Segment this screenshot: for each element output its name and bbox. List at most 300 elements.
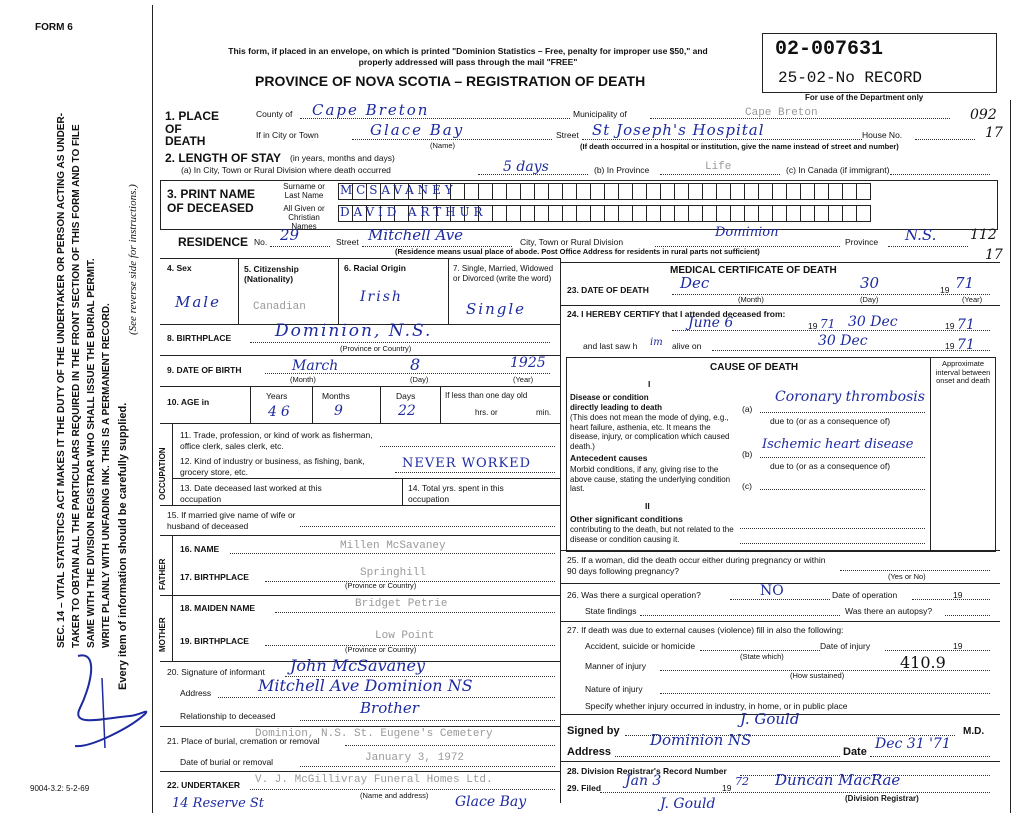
- letter-cell: [674, 183, 688, 200]
- occ-14-label: 14. Total yrs. spent in this occupation: [408, 483, 504, 505]
- rule-after-occupation: [160, 505, 560, 506]
- burial-date-value: January 3, 1972: [365, 752, 465, 764]
- residence-label: RESIDENCE: [178, 235, 249, 249]
- specify-label: Specify whether injury occurred in industry, in home, or in public place: [585, 701, 848, 711]
- letter-cell: [506, 205, 520, 222]
- letter-cell: [786, 183, 800, 200]
- letter-cell: [590, 183, 604, 200]
- rule-occ-13: [172, 478, 560, 479]
- registrar-gould: J. Gould: [660, 796, 716, 812]
- side-text-3: SAME WITH THE DIVISION REGISTRAR WHO SHALL ISSUE THE BURIAL PERMIT.: [86, 258, 97, 648]
- dept-use-label: For use of the Department only: [805, 93, 924, 102]
- street-line: [582, 139, 862, 140]
- relationship-label: Relationship to deceased: [180, 711, 276, 721]
- letter-cell: [562, 205, 576, 222]
- signed-date-label: Date: [843, 746, 867, 758]
- cause-a-line: [760, 412, 925, 413]
- record-stamp: 25-02-No RECORD: [778, 69, 923, 87]
- rule-after-informant: [160, 726, 560, 727]
- informant-signature: John McSavaney: [290, 656, 425, 675]
- length-of-stay-label: 2. LENGTH OF STAY: [165, 151, 282, 165]
- mother-name-line: [275, 612, 555, 613]
- letter-cell: [646, 205, 660, 222]
- father-prov-note: (Province or Country): [345, 581, 417, 590]
- letter-cell: [758, 205, 772, 222]
- burial-date-label: Date of burial or removal: [180, 757, 274, 767]
- citizenship-value: Canadian: [253, 301, 306, 313]
- rule-occupation-side: [172, 423, 173, 505]
- letter-cell: [772, 205, 786, 222]
- letter-cell: [702, 183, 716, 200]
- marital-label: 7. Single, Married, Widowed or Divorced (write the word): [453, 264, 554, 283]
- mother-name-value: Bridget Petrie: [355, 598, 448, 610]
- rule-sex-divider: [238, 258, 239, 324]
- residence-province-value: N.S.: [905, 226, 937, 244]
- stay-c-label: (c) In Canada (if immigrant): [786, 165, 890, 175]
- letter-cell: [660, 205, 674, 222]
- municipality-label: Municipality of: [573, 109, 627, 119]
- letter-cell: [548, 183, 562, 200]
- letter-cell: [534, 205, 548, 222]
- rule-after-father: [160, 595, 560, 596]
- disease-note: (This does not mean the mode of dying, e.g., heart failure, asthenia, etc. It means the disease, injury, or complication which caused death.): [570, 413, 730, 451]
- letter-cell: [618, 205, 632, 222]
- dept-code-2: 17: [985, 125, 1003, 141]
- letter-cell: [604, 183, 618, 200]
- mother-side-label: MOTHER: [158, 617, 167, 652]
- signed-date-value: Dec 31 '71: [875, 736, 951, 752]
- letter-cell: [758, 183, 772, 200]
- letter-cell: [660, 183, 674, 200]
- letter-cell: [842, 183, 856, 200]
- given-names-value: DAVID ARTHUR: [340, 205, 487, 219]
- father-birthplace-value: Springhill: [360, 567, 427, 579]
- pregnancy-label: 25. If a woman, did the death occur either during pregnancy or within 90 days following pregnancy?: [567, 555, 826, 577]
- father-side-label: FATHER: [158, 558, 167, 590]
- stay-c-line: [890, 174, 990, 175]
- mother-birthplace-value: Low Point: [375, 630, 435, 642]
- cause-a-value: Coronary thrombosis: [775, 389, 925, 405]
- occ-12-label: 12. Kind of industry or business, as fishing, bank, grocery store, etc.: [180, 456, 365, 478]
- state-findings-label: State findings: [585, 606, 637, 616]
- letter-cell: [842, 205, 856, 222]
- letter-cell: [772, 183, 786, 200]
- mother-prov-note: (Province or Country): [345, 645, 417, 654]
- birthplace-label: 8. BIRTHPLACE: [167, 333, 232, 343]
- dept-code-1: 092: [970, 107, 997, 123]
- date-op-line: [912, 599, 990, 600]
- date-of-death-label: 23. DATE OF DEATH: [567, 285, 649, 295]
- letter-cell: [548, 205, 562, 222]
- letter-cell: [590, 205, 604, 222]
- rule-after-23: [560, 305, 1000, 306]
- date-op-prefix: 19: [953, 590, 963, 600]
- certify-to-value: 30 Dec: [848, 314, 898, 330]
- stay-a-value: 5 days: [503, 159, 549, 175]
- rule-age-d: [440, 386, 441, 423]
- age-months-label: Months: [322, 391, 350, 401]
- side-text-5: Every item of information should be carefully supplied.: [117, 402, 129, 690]
- dob-day-label: (Day): [410, 375, 429, 384]
- manner-label: Manner of injury: [585, 661, 646, 671]
- age-hrs-label: hrs. or: [475, 408, 498, 417]
- date-injury-prefix: 19: [953, 641, 963, 651]
- letter-cell: [702, 205, 716, 222]
- reg-number: 02-007631: [775, 38, 884, 61]
- letter-cell: [800, 205, 814, 222]
- filed-date-value: Jan 3: [625, 773, 662, 789]
- cause-b-value: Ischemic heart disease: [762, 437, 914, 452]
- relationship-value: Brother: [360, 699, 419, 717]
- letter-cell: [828, 205, 842, 222]
- rule-cause-interval: [930, 357, 931, 550]
- undertaker-label: 22. UNDERTAKER: [167, 780, 241, 790]
- age-years-value: 46: [268, 404, 294, 420]
- length-of-stay-note: (in years, months and days): [290, 153, 395, 163]
- form-number: FORM 6: [35, 22, 73, 33]
- residence-no-value: 29: [280, 226, 300, 244]
- side-text-2: TAKER TO OBTAIN ALL THE PARTICULARS REQUIRED IN THE FRONT SECTION OF THIS FORM AND TO FILE: [71, 124, 82, 648]
- signed-address-line: [615, 756, 840, 757]
- last-saw-label: and last saw h: [583, 341, 638, 351]
- side-text-4: WRITE PLAINLY WITH UNFADING INK. THIS IS A PERMANENT RECORD.: [101, 303, 112, 648]
- outer-frame-right: [1010, 100, 1011, 813]
- section-ii-label: II: [645, 501, 650, 511]
- father-name-label: 16. NAME: [180, 544, 220, 554]
- undertaker-line: [250, 789, 555, 790]
- letter-cell: [744, 183, 758, 200]
- letter-cell: [730, 183, 744, 200]
- certify-to-prefix: 19: [945, 321, 955, 331]
- death-year-value: 71: [955, 274, 975, 292]
- pregnancy-yes-no: (Yes or No): [888, 572, 926, 581]
- md-label: M.D.: [963, 726, 985, 737]
- rule-before-27: [560, 621, 1000, 622]
- dob-label: 9. DATE OF BIRTH: [167, 365, 242, 375]
- name-of-deceased-label: 3. PRINT NAME OF DECEASED: [167, 187, 256, 215]
- other-conditions-label: Other significant conditions: [570, 514, 683, 524]
- place-of-death-label: 1. PLACE OF DEATH: [165, 109, 220, 149]
- occ-13-label: 13. Date deceased last worked at this occupation: [180, 483, 322, 505]
- last-saw-value: 30 Dec: [818, 333, 868, 349]
- occ-11-line: [380, 446, 555, 447]
- cause-c-label: (c): [742, 481, 752, 491]
- letter-cell: [604, 205, 618, 222]
- letter-cell: [674, 205, 688, 222]
- informant-address-line: [218, 697, 555, 698]
- autopsy-label: Was there an autopsy?: [845, 606, 933, 616]
- surgery-value: NO: [760, 583, 784, 599]
- residence-street-label: Street: [336, 237, 359, 247]
- residence-province-line: [888, 246, 968, 247]
- letter-cell: [716, 183, 730, 200]
- footer-code: 9004-3.2: 5-2-69: [30, 784, 90, 793]
- letter-cell: [506, 183, 520, 200]
- street-label: Street: [556, 130, 579, 140]
- letter-cell: [800, 183, 814, 200]
- birthplace-line: [250, 342, 550, 343]
- death-month-label: (Month): [738, 295, 764, 304]
- filed-year-prefix: 19: [722, 783, 732, 793]
- dob-month-label: (Month): [290, 375, 316, 384]
- filed-label: 29. Filed: [567, 783, 602, 793]
- stay-b-line: [660, 174, 780, 175]
- accident-label: Accident, suicide or homicide: [585, 641, 696, 651]
- city-label: If in City or Town: [256, 130, 319, 140]
- city-value: Glace Bay: [370, 121, 465, 139]
- hospital-note: (If death occurred in a hospital or institution, give the name instead of street and number): [580, 142, 899, 151]
- certify-from-value: June 6: [688, 315, 734, 331]
- dept-code-3: 112: [970, 227, 997, 243]
- father-name-value: Millen McSavaney: [340, 540, 446, 552]
- letter-cell: [464, 183, 478, 200]
- signed-date-line: [870, 756, 990, 757]
- autopsy-line: [945, 615, 990, 616]
- rule-after-birthplace: [160, 355, 560, 356]
- death-day-value: 30: [860, 274, 880, 292]
- letter-cell: [786, 205, 800, 222]
- date-injury-line: [885, 650, 990, 651]
- county-value: Cape Breton: [312, 101, 430, 119]
- stay-b-label: (b) In Province: [594, 165, 650, 175]
- residence-no-label: No.: [254, 237, 268, 247]
- dept-code-4: 17: [985, 247, 1003, 263]
- signed-label: Signed by: [567, 725, 620, 737]
- dob-year-value: 1925: [510, 355, 546, 371]
- signed-address-label: Address: [567, 746, 612, 758]
- other-conditions-note: contributing to the death, but not related to the disease or condition causing it.: [570, 525, 734, 544]
- birthplace-note: (Province or Country): [340, 344, 412, 353]
- informant-address-label: Address: [180, 688, 212, 698]
- letter-cell: [492, 183, 506, 200]
- given-names-label: All Given or Christian Names: [283, 204, 325, 231]
- racial-label: 6. Racial Origin: [344, 263, 406, 273]
- state-findings-line: [640, 615, 840, 616]
- cause-c-line: [760, 489, 925, 490]
- age-months-value: 9: [334, 403, 343, 419]
- letter-cell: [478, 183, 492, 200]
- father-birthplace-label: 17. BIRTHPLACE: [180, 572, 249, 582]
- certify-from-prefix: 19: [808, 321, 818, 331]
- letter-cell: [646, 183, 660, 200]
- age-days-value: 22: [398, 403, 416, 419]
- municipality-value: Cape Breton: [745, 107, 818, 119]
- signed-value: J. Gould: [740, 710, 800, 728]
- surname-label: Surname or Last Name: [283, 182, 325, 200]
- birthplace-value: Dominion, N.S.: [275, 321, 433, 341]
- occ-12-line: [395, 472, 555, 473]
- rule-occ-14: [402, 478, 403, 505]
- filed-year-value: 72: [735, 775, 749, 788]
- registrar-signature: Duncan MacRae: [775, 771, 901, 789]
- rule-before-25: [560, 550, 1000, 551]
- age-days-label: Days: [396, 391, 416, 401]
- filed-line: [600, 792, 990, 793]
- dob-year-label: (Year): [513, 375, 534, 384]
- rule-before-28: [560, 761, 1000, 762]
- date-injury-label: Date of injury: [820, 641, 871, 651]
- citizenship-label: 5. Citizenship (Nationality): [244, 264, 299, 285]
- letter-cell: [520, 183, 534, 200]
- rule-personal-top: [160, 258, 560, 259]
- death-month-value: Dec: [680, 274, 710, 292]
- county-label: County of: [256, 109, 293, 119]
- section-i-label: I: [648, 379, 651, 389]
- stay-a-label: (a) In City, Town or Rural Division where death occurred: [181, 165, 391, 175]
- certify-from-year: 71: [820, 317, 836, 331]
- letter-cell: [688, 205, 702, 222]
- last-saw-year: 71: [957, 337, 975, 353]
- rule-after-age: [160, 423, 560, 424]
- form-title: PROVINCE OF NOVA SCOTIA – REGISTRATION OF DEATH: [255, 73, 646, 89]
- antecedent-note: Morbid conditions, if any, giving rise to the above cause, stating the underlying condition last.: [570, 465, 731, 494]
- surgery-line: [730, 599, 830, 600]
- street-value: St Joseph's Hospital: [592, 121, 765, 139]
- certify-label: 24. I HEREBY CERTIFY that I attended deceased from:: [567, 309, 786, 319]
- side-text-1: SEC. 14 – VITAL STATISTICS ACT MAKES IT THE DUTY OF THE UNDERTAKER OR PERSON ACTING AS UNDER-: [56, 112, 67, 648]
- letter-cell: [576, 205, 590, 222]
- letter-cell: [562, 183, 576, 200]
- external-causes-label: 27. If death was due to external causes (violence) fill in also the following:: [567, 625, 844, 635]
- surname-value: MCSAVANEY: [340, 183, 457, 197]
- letter-cell: [632, 183, 646, 200]
- informant-label: 20. Signature of informant: [167, 667, 265, 677]
- other-line-1: [740, 528, 925, 529]
- undertaker-address-2: Glace Bay: [455, 794, 527, 810]
- age-min-label: min.: [536, 408, 552, 417]
- rule-medical-top: [560, 262, 1000, 263]
- racial-value: Irish: [360, 289, 403, 305]
- letter-cell: [492, 205, 506, 222]
- residence-province-label: Province: [845, 237, 879, 247]
- record-number-label: 28. Division Registrar's Record Number: [567, 766, 727, 776]
- cause-a-label: (a): [742, 404, 753, 414]
- burial-place-line: [345, 745, 555, 746]
- spouse-label: 15. If married give name of wife or husband of deceased: [167, 510, 296, 532]
- marital-value: Single: [466, 300, 527, 318]
- letter-cell: [730, 205, 744, 222]
- accident-line: [700, 650, 820, 651]
- letter-cell: [828, 183, 842, 200]
- burial-place-label: 21. Place of burial, cremation or removal: [167, 736, 320, 746]
- state-which-label: (State which): [740, 652, 784, 661]
- burial-place-value: Dominion, N.S. St. Eugene's Cemetery: [255, 728, 493, 740]
- rule-age-b: [312, 386, 313, 423]
- house-no-label: House No.: [862, 130, 903, 140]
- undertaker-name-label: (Name and address): [360, 791, 429, 800]
- surgery-label: 26. Was there a surgical operation?: [567, 590, 701, 600]
- cause-a-due-to: due to (or as a consequence of): [770, 416, 891, 426]
- relationship-line: [300, 720, 555, 721]
- outer-frame-left: [152, 5, 153, 813]
- rule-after-spouse: [160, 535, 560, 536]
- rule-after-burial: [160, 771, 560, 772]
- dob-day-value: 8: [410, 355, 421, 374]
- letter-cell: [716, 205, 730, 222]
- age-less-label: If less than one day old: [445, 391, 528, 400]
- residence-no-line: [270, 246, 330, 247]
- cause-b-due-to: due to (or as a consequence of): [770, 461, 891, 471]
- residence-city-label: City, Town or Rural Division: [520, 237, 624, 247]
- death-year-prefix: 19: [940, 285, 950, 295]
- cause-header: CAUSE OF DEATH: [710, 362, 799, 373]
- letter-cell: [856, 205, 871, 222]
- mail-notice: This form, if placed in an envelope, on which is printed "Dominion Statistics – Free, penalty for improper use $50," and properly addressed will pass through the mail "FREE": [228, 46, 708, 68]
- house-no-line: [915, 139, 975, 140]
- cause-b-line: [760, 457, 925, 458]
- stay-b-value: Life: [705, 161, 732, 173]
- death-day-label: (Day): [860, 295, 879, 304]
- letter-cell: [576, 183, 590, 200]
- residence-city-value: Dominion: [715, 225, 779, 240]
- letter-cell: [744, 205, 758, 222]
- rule-age-c: [380, 386, 381, 423]
- occ-11-label: 11. Trade, profession, or kind of work as fisherman, office clerk, sales clerk, etc.: [180, 430, 373, 452]
- nature-label: Nature of injury: [585, 684, 643, 694]
- rule-citizen-divider: [338, 258, 339, 324]
- approx-interval-label: Approximate interval between onset and death: [935, 359, 991, 386]
- last-saw-prefix: 19: [945, 341, 955, 351]
- pregnancy-line: [840, 570, 990, 571]
- dob-month-value: March: [292, 358, 339, 374]
- date-op-label: Date of operation: [832, 590, 898, 600]
- registrar-label: (Division Registrar): [845, 794, 919, 803]
- letter-cell: [814, 183, 828, 200]
- letter-cell: [856, 183, 871, 200]
- letter-cell: [688, 183, 702, 200]
- how-sustained-label: (How sustained): [790, 671, 845, 680]
- sex-value: Male: [175, 293, 221, 311]
- age-label: 10. AGE in: [167, 397, 210, 407]
- alive-on-label: alive on: [672, 341, 702, 351]
- letter-cell: [534, 183, 548, 200]
- age-years-label: Years: [266, 391, 288, 401]
- other-line-2: [740, 543, 925, 544]
- letter-cell: [520, 205, 534, 222]
- spouse-line: [300, 526, 555, 527]
- medical-header: MEDICAL CERTIFICATE OF DEATH: [670, 265, 837, 276]
- rule-parents-side: [172, 535, 173, 661]
- residence-note: (Residence means usual place of abode. Post Office Address for residents in rural parts not sufficient): [395, 247, 760, 256]
- burial-date-line: [300, 766, 555, 767]
- occupation-side-label: OCCUPATION: [158, 447, 167, 500]
- letter-cell: [814, 205, 828, 222]
- margin-signature-mark: [60, 648, 160, 758]
- rule-center-divider: [560, 258, 561, 803]
- occ-12-value: NEVER WORKED: [402, 456, 532, 471]
- death-year-label: (Year): [962, 295, 983, 304]
- father-name-line: [230, 553, 555, 554]
- mother-name-label: 18. MAIDEN NAME: [180, 603, 256, 613]
- signed-address-value: Dominion NS: [650, 731, 752, 749]
- rule-age-a: [250, 386, 251, 423]
- certify-to-year: 71: [957, 317, 975, 333]
- antecedent-label: Antecedent causes: [570, 453, 648, 463]
- sex-label: 4. Sex: [167, 263, 192, 273]
- cause-b-label: (b): [742, 449, 753, 459]
- disease-label: Disease or condition directly leading to death: [570, 393, 663, 412]
- letter-cell: [632, 205, 646, 222]
- undertaker-value: V. J. McGillivray Funeral Homes Ltd.: [255, 774, 493, 786]
- letter-cell: [618, 183, 632, 200]
- informant-address-value: Mitchell Ave Dominion NS: [258, 676, 473, 695]
- city-line: [352, 139, 552, 140]
- city-name-label: (Name): [430, 141, 456, 150]
- rule-racial-divider: [448, 258, 449, 324]
- mother-birthplace-label: 19. BIRTHPLACE: [180, 636, 249, 646]
- residence-street-value: Mitchell Ave: [368, 226, 464, 244]
- nature-line: [660, 693, 990, 694]
